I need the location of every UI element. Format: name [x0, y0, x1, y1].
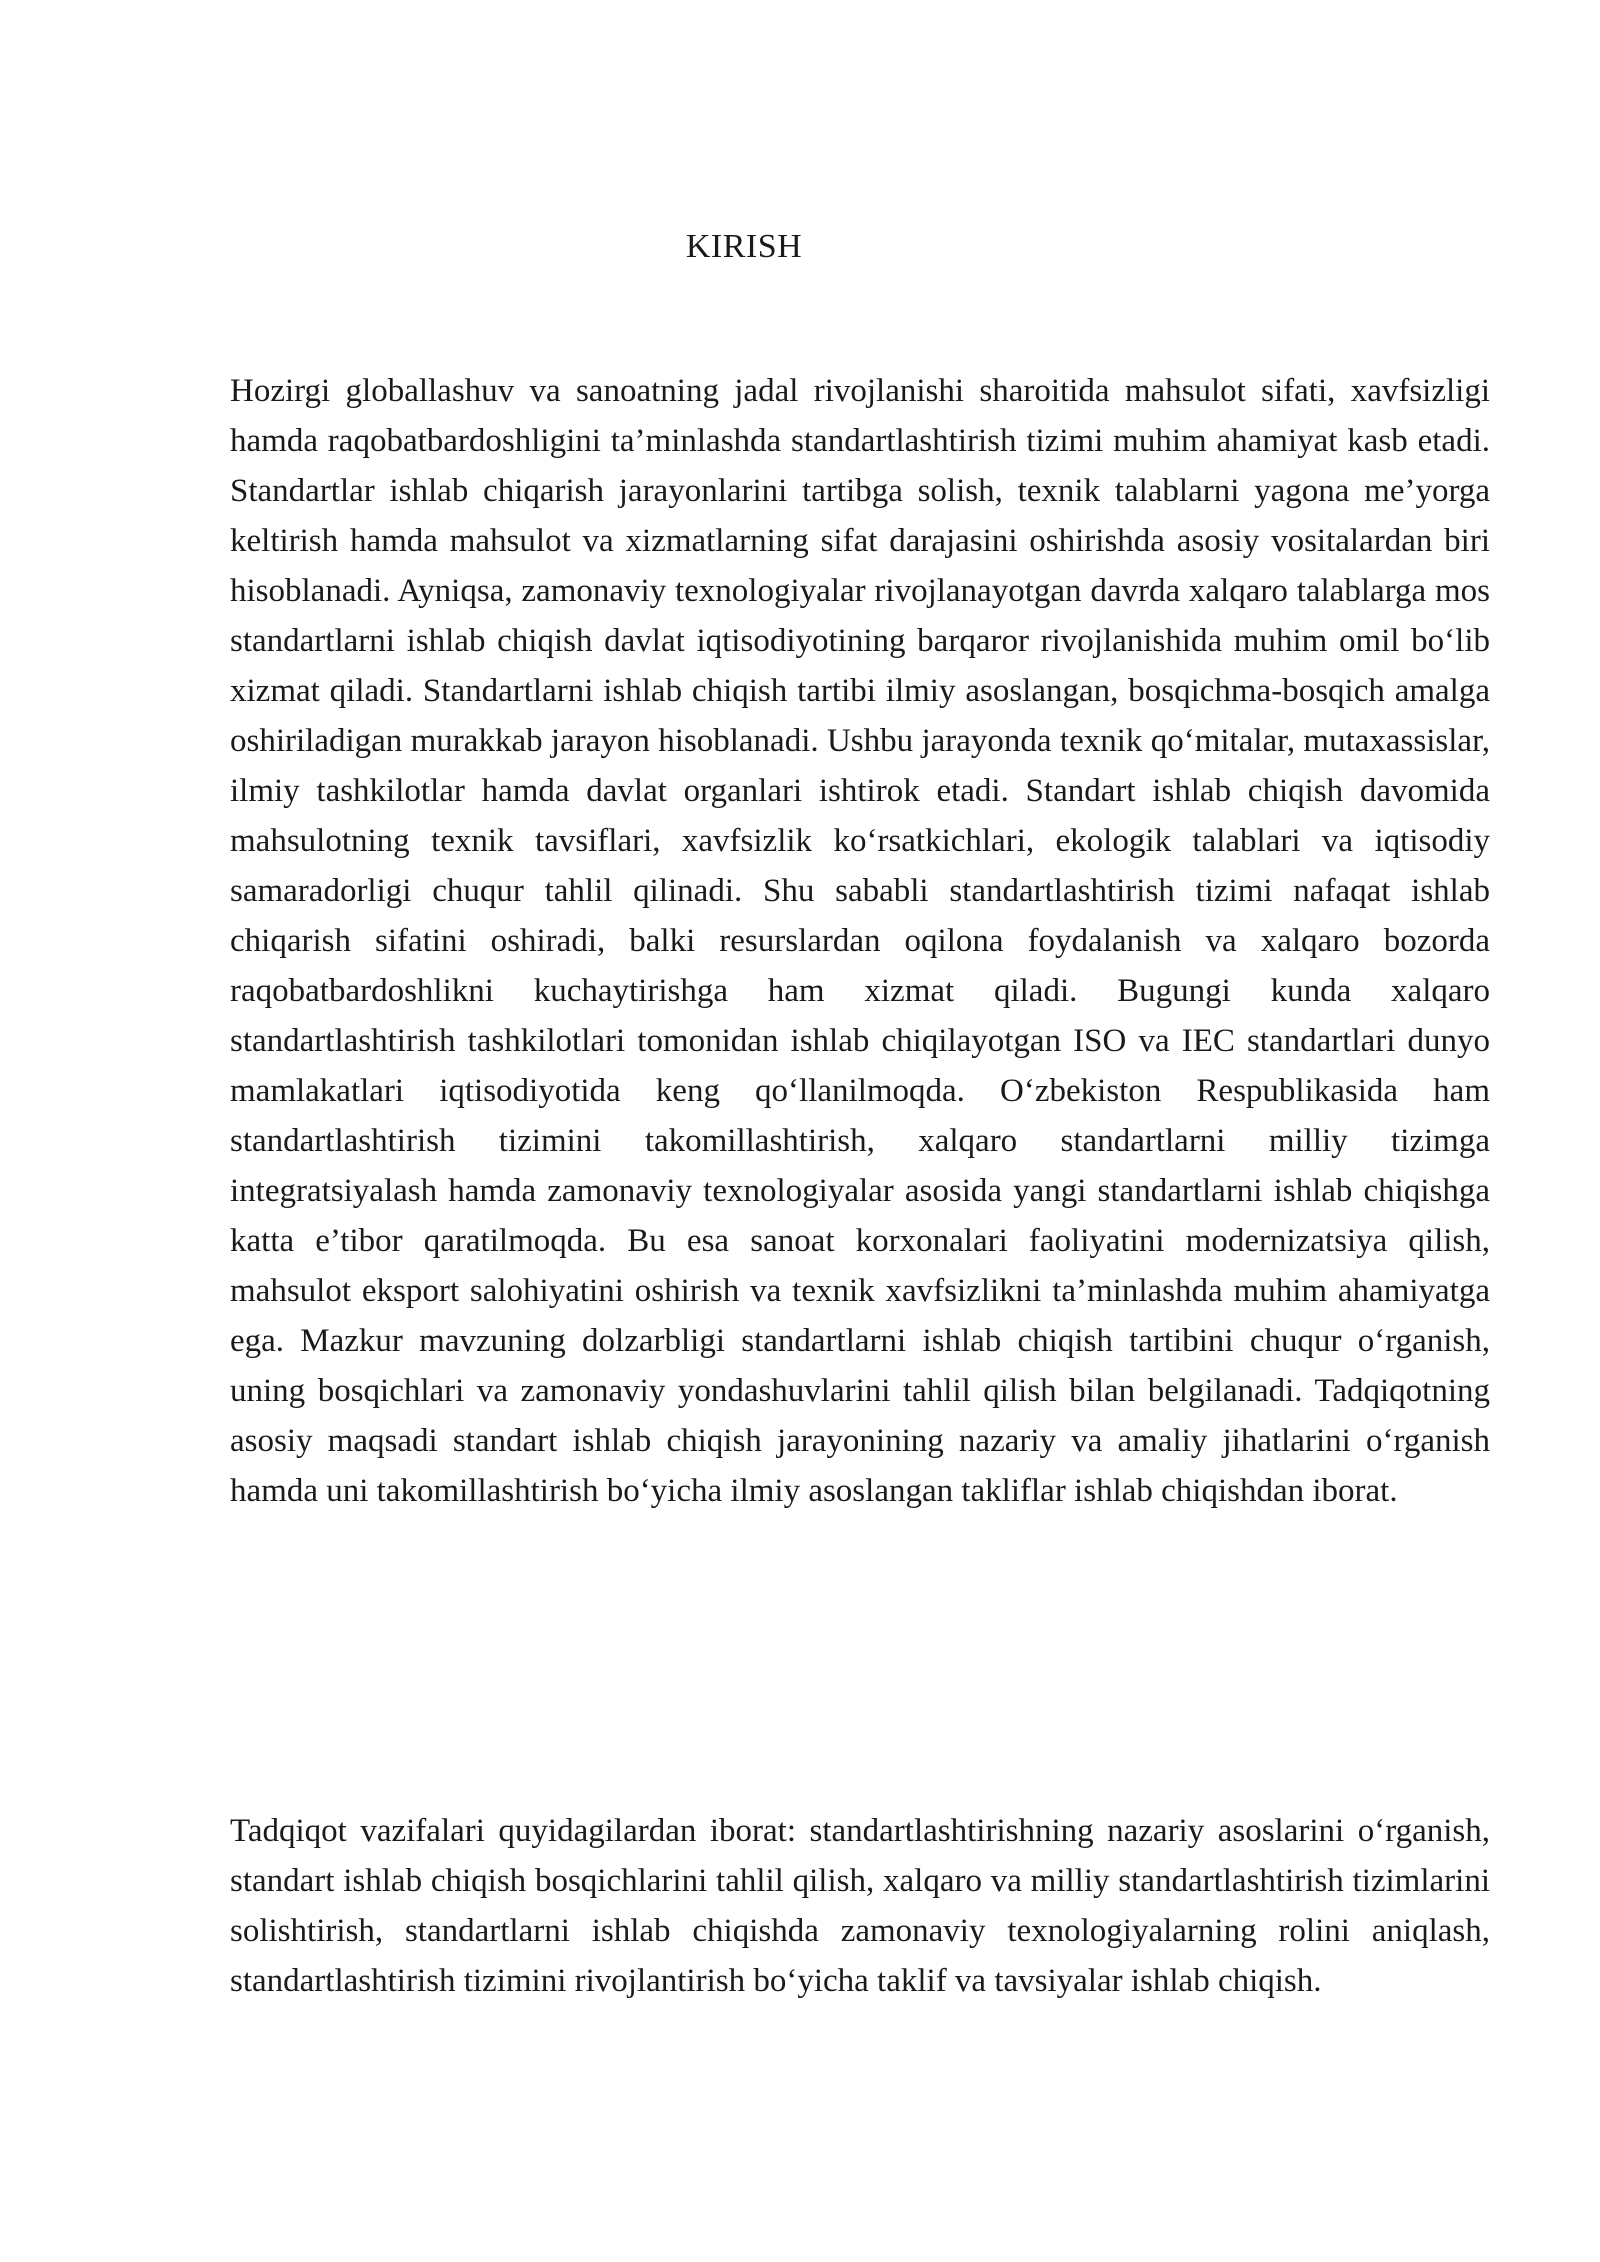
intro-paragraph: Hozirgi globallashuv va sanoatning jadal rivojlanishi sharoitida mahsulot sifati, xavfsizligi hamda raqobatbardoshligini ta’minlashda standartlashtirish tizimi muhim ahamiyat kasb etadi. Standartlar ishlab chiqarish jarayonlarini tartibga solish, texnik talablarni yagona me’yorga keltirish hamda mahsulot va xizmatlarning sifat darajasini oshirishda asosiy vositalardan biri hisoblanadi. Ayniqsa, zamonaviy texnologiyalar rivojlanayotgan davrda xalqaro talablarga mos standartlarni ishlab chiqish davlat iqtisodiyotining barqaror rivojlanishida muhim omil bo‘lib xizmat qiladi. Standartlarni ishlab chiqish tartibi ilmiy asoslangan, bosqichma-bosqich amalga oshiriladigan murakkab jarayon hisoblanadi. Ushbu jarayonda texnik qo‘mitalar, mutaxassislar, ilmiy tashkilotlar hamda davlat organlari ishtirok etadi. Standart ishlab chiqish davomida mahsulotning texnik tavsiflari, xavfsizlik ko‘rsatkichlari, ekologik talablari va iqtisodiy samaradorligi chuqur tahlil qilinadi. Shu sababli standartlashtirish tizimi nafaqat ishlab chiqarish sifatini oshiradi, balki resurslardan oqilona foydalanish va xalqaro bozorda raqobatbardoshlikni kuchaytirishga ham xizmat qiladi. Bugungi kunda xalqaro standartlashtirish tashkilotlari tomonidan ishlab chiqilayotgan ISO va IEC standartlari dunyo mamlakatlari iqtisodiyotida keng qo‘llanilmoqda. O‘zbekiston Respublikasida ham standartlashtirish tizimini takomillashtirish, xalqaro standartlarni milliy tizimga integratsiyalash hamda zamonaviy texnologiyalar asosida yangi standartlarni ishlab chiqishga katta e’tibor qaratilmoqda. Bu esa sanoat korxonalari faoliyatini modernizatsiya qilish, mahsulot eksport salohiyatini oshirish va texnik xavfsizlikni ta’minlashda muhim ahamiyatga ega. Mazkur mavzuning dolzarbligi standartlarni ishlab chiqish tartibini chuqur o‘rganish, uning bosqichlari va zamonaviy yondashuvlarini tahlil qilish bilan belgilanadi. Tadqiqotning asosiy maqsadi standart ishlab chiqish jarayonining nazariy va amaliy jihatlarini o‘rganish hamda uni takomillashtirish bo‘yicha ilmiy asoslangan takliflar ishlab chiqishdan iborat. — [230, 373, 1490, 1509]
page-title: KIRISH — [685, 228, 803, 265]
tasks-paragraph: Tadqiqot vazifalari quyidagilardan iborat: standartlashtirishning nazariy asoslarini o‘rganish, standart ishlab chiqish bosqichlarini tahlil qilish, xalqaro va milliy standartlashtirish tizimlarini solishtirish, standartlarni ishlab chiqishda zamonaviy texnologiyalarning rolini aniqlash, standartlashtirish tizimini rivojlantirish bo‘yicha taklif va tavsiyalar ishlab chiqish. — [230, 1813, 1490, 1999]
